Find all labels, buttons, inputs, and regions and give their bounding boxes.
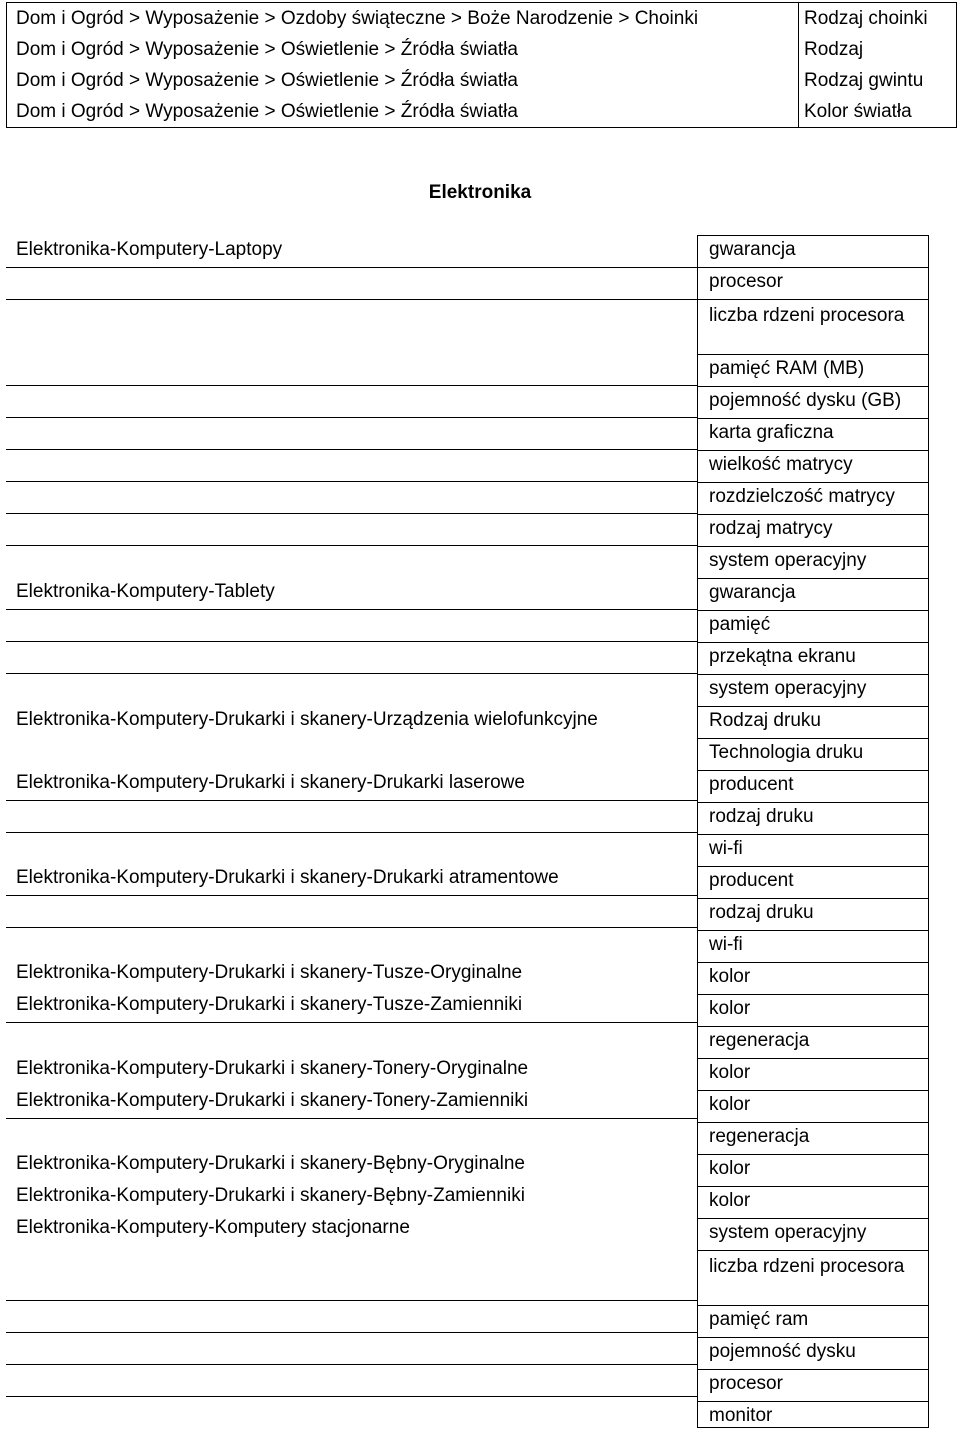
attribute-name: Rodzaj choinki <box>799 3 957 35</box>
row-divider <box>6 545 697 546</box>
category-item: Elektronika-Komputery-Drukarki i skanery-Tonery-Oryginalne <box>16 1058 529 1079</box>
attribute-cell: liczba rdzeni procesora <box>698 300 928 355</box>
attribute-cell: pamięć ram <box>698 1306 928 1338</box>
attribute-cell: rodzaj matrycy <box>698 515 928 547</box>
row-divider <box>6 449 697 450</box>
attribute-cell: kolor <box>698 1187 928 1219</box>
row-divider <box>6 673 697 674</box>
category-item: Elektronika-Komputery-Drukarki i skanery-Tusze-Oryginalne <box>16 962 523 983</box>
attribute-cell: regeneracja <box>698 1123 928 1155</box>
attribute-cell: wi-fi <box>698 931 928 963</box>
category-item: Elektronika-Komputery-Drukarki i skanery-Tusze-Zamienniki <box>16 994 523 1015</box>
table-row <box>7 34 957 65</box>
row-divider <box>6 417 697 418</box>
attribute-cell: kolor <box>698 1091 928 1123</box>
row-divider <box>6 927 697 928</box>
attribute-cell: liczba rdzeni procesora <box>698 1251 928 1306</box>
attribute-cell: pojemność dysku (GB) <box>698 387 928 419</box>
attribute-cell: gwarancja <box>698 579 928 611</box>
row-divider <box>6 1022 697 1023</box>
attribute-cell: wielkość matrycy <box>698 451 928 483</box>
attribute-cell: pamięć RAM (MB) <box>698 355 928 387</box>
attribute-cell: regeneracja <box>698 1027 928 1059</box>
row-divider <box>6 267 697 268</box>
category-path: Dom i Ogród > Wyposażenie > Oświetlenie > Źródła światła <box>7 65 799 96</box>
attribute-cell: procesor <box>698 268 928 300</box>
category-path: Dom i Ogród > Wyposażenie > Ozdoby świąteczne > Boże Narodzenie > Choinki <box>7 3 799 35</box>
category-attribute-table <box>6 2 957 128</box>
attribute-cell: kolor <box>698 963 928 995</box>
attribute-cell: system operacyjny <box>698 547 928 579</box>
attribute-cell: wi-fi <box>698 835 928 867</box>
category-item: Elektronika-Komputery-Drukarki i skanery-Drukarki atramentowe <box>16 867 559 888</box>
row-divider <box>6 895 697 896</box>
table-row <box>7 3 957 35</box>
attribute-name: Rodzaj <box>799 34 957 65</box>
attribute-cell: producent <box>698 867 928 899</box>
category-path: Dom i Ogród > Wyposażenie > Oświetlenie > Źródła światła <box>7 96 799 128</box>
category-item: Elektronika-Komputery-Drukarki i skanery-Drukarki laserowe <box>16 772 525 793</box>
section-title: Elektronika <box>428 182 532 203</box>
row-divider <box>6 1118 697 1119</box>
attribute-cell: system operacyjny <box>698 675 928 707</box>
category-item: Elektronika-Komputery-Drukarki i skanery-Tonery-Zamienniki <box>16 1090 529 1111</box>
attribute-cell: kolor <box>698 1155 928 1187</box>
row-divider <box>6 1364 697 1365</box>
attribute-cell: gwarancja <box>698 236 928 268</box>
attribute-cell: rozdzielczość matrycy <box>698 483 928 515</box>
row-divider <box>6 832 697 833</box>
category-item: Elektronika-Komputery-Drukarki i skanery-Bębny-Oryginalne <box>16 1153 525 1174</box>
row-divider <box>6 1300 697 1301</box>
row-divider <box>6 481 697 482</box>
row-divider <box>6 800 697 801</box>
attribute-cell: rodzaj druku <box>698 803 928 835</box>
attribute-cell: pamięć <box>698 611 928 643</box>
attribute-name: Rodzaj gwintu <box>799 65 957 96</box>
attribute-cell: producent <box>698 771 928 803</box>
category-item: Elektronika-Komputery-Komputery stacjonarne <box>16 1217 410 1238</box>
table-row <box>7 65 957 96</box>
attribute-cell: rodzaj druku <box>698 899 928 931</box>
category-item: Elektronika-Komputery-Drukarki i skanery-Bębny-Zamienniki <box>16 1185 525 1206</box>
row-divider <box>6 299 697 300</box>
attribute-cell: monitor <box>709 1405 773 1426</box>
attribute-cell: karta graficzna <box>698 419 928 451</box>
attribute-cell: Technologia druku <box>698 739 928 771</box>
row-divider <box>6 1332 697 1333</box>
row-divider <box>6 385 697 386</box>
row-divider <box>6 641 697 642</box>
attribute-cell: procesor <box>698 1370 928 1402</box>
row-divider <box>6 513 697 514</box>
row-divider <box>6 1396 697 1397</box>
attribute-column <box>697 235 929 1428</box>
attribute-name: Kolor światła <box>799 96 957 128</box>
category-item: Elektronika-Komputery-Tablety <box>16 581 275 602</box>
attribute-cell: kolor <box>698 995 928 1027</box>
attribute-cell: pojemność dysku <box>698 1338 928 1370</box>
category-path: Dom i Ogród > Wyposażenie > Oświetlenie > Źródła światła <box>7 34 799 65</box>
attribute-cell: przekątna ekranu <box>698 643 928 675</box>
attribute-cell: kolor <box>698 1059 928 1091</box>
category-item: Elektronika-Komputery-Drukarki i skanery-Urządzenia wielofunkcyjne <box>16 709 598 730</box>
attribute-cell: Rodzaj druku <box>698 707 928 739</box>
attribute-cell: system operacyjny <box>698 1219 928 1251</box>
category-item: Elektronika-Komputery-Laptopy <box>16 239 283 260</box>
table-row <box>7 96 957 128</box>
row-divider <box>6 609 697 610</box>
